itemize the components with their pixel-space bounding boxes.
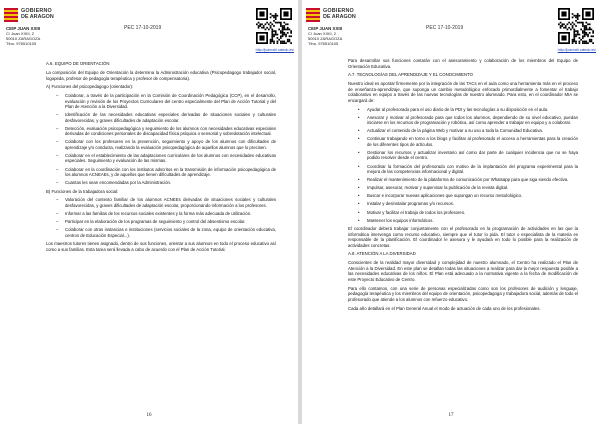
page-number: 16 [146,413,152,418]
paragraph: Conscientes de la realidad mayor diversidad y complejidad de nuestro alumnado, el Centro ha realizado el Plan de Atención a la Diversidad. En este plan se detallan todas las situaciones a realizar para dar la mejor respuesta posible a las necesidades educativas de los niños. El Plan está adecuado a la normativa vigente a la fecha de modificación de este Proyecto Educativo de Centro. [348,260,578,282]
list-item: • Actualizar el contenido de la página Web y motivar a su uso a toda la Comunidad Educativa. [367,128,578,134]
intro-paragraph: Para desarrollar sus funciones contarán con el asesoramiento y colaboración de los miembros del Equipo de Orientación Educativa. [348,58,578,69]
tac-list [348,107,578,224]
list-item: – Colaborar con otras instancias e instituciones (servicios sociales de la zona, equipo de orientación educativa, centros de Educación Especial...). [65,227,276,238]
list-item: – Identificación de las necesidades educativas especiales derivadas de situaciones sociales y culturales desfavorecidas, y graves dificultades de adaptación escolar. [65,112,276,123]
list-item: • Mantener los equipos informáticos. [367,218,578,224]
list-item: – Cuantas les sean encomendadas por la Administración. [65,180,276,186]
list-item: – Valoración del contexto familiar de los alumnos ACNEEs derivadas de situaciones sociales y culturales desfavorecidas, y graves dificultades de adaptación escolar, proporcionando información a los profesores. [65,197,276,208]
list-item: • Instalar y desinstalar programas y/o recursos. [367,201,578,207]
logo-text-line1: GOBIERNO [323,8,354,14]
list-item: • Buscar e incorporar nuevas aplicaciones que supongan un recurso metodológico. [367,193,578,199]
logo-text-line1: GOBIERNO [21,8,52,14]
school-phone: Tfno. 976510105 [6,41,37,46]
list-item: • Continuar trabajando en torno a los blogs y facilitar al profesorado el acceso a herramientas para la creación de los diferentes tipos de artículos. [367,136,578,147]
page-body [46,58,276,256]
list-item: – Colaborar en el establecimiento de las adaptaciones curriculares de los alumnos con necesidades educativas especiales. Seguimiento y evaluación de las mismas. [65,153,276,164]
list-item: • Gestionar los recursos y actualizar inventario así como dar parte de cualquier incidencia que no se haya podido resolver desde el centro. [367,150,578,161]
school-info [308,26,342,46]
school-city: 50010 ZARAGOZA [308,36,343,41]
list-item: – Informar a las familias de los recursos sociales existentes y la forma más adecuada de utilización. [65,211,276,217]
paragraph: El coordinador deberá trabajar conjuntamente con el profesorado en la programación de actividades en las que la informática intervenga como recurso educativo, siempre que el tutor lo pida. El tutor o especialista de la materia es responsable de la planificación. El coordinador le asesora y le ayudará en todo lo posible para la realización de actividades concretas. [348,226,578,248]
list-item: • Impulsar, asesorar, motivar y supervisar la publicación de la revista digital. [367,185,578,191]
section-heading: A.7. TECNOLOGÍAS DEL APRENDIZAJE Y EL CONOCIMIENTO [348,72,473,78]
list-item: – Participar en la elaboración de los programas de seguimiento y control del absentismo escolar. [65,219,276,225]
school-info [6,26,40,46]
list-item: – Colaborar en la coordinación con los institutos adscritos en la transmisión de información psicopedagógica de los alumnos ACNEAEs, y de aquellos que tienen dificultades de aprendizaje. [65,167,276,178]
paragraph: Nuestro ideal es apostar firmemente por la integración de las TACs en el aula como una herramienta más en el proceso de enseñanza-aprendizaje, que suponga un cambio metodológico enfocado primordialmente a fomentar el trabajo colaborativo en equipo a través de las nuevas tecnologías de nuestro alumnado. Para esto, en el coordinador MIA se encargará de: [348,81,578,103]
aragon-flag-icon [4,8,18,22]
logo-text-line2: DE ARAGON [21,14,54,20]
list-item: • Coordinar la formación del profesorado con motivo de la implantación del programa experimental para la mejora de las competencias informacional y digital. [367,164,578,175]
logo-text-line2: DE ARAGON [323,14,356,20]
list-item: • Motivar y facilitar el trabajo de todos los profesores. [367,210,578,216]
page-body [348,58,578,314]
gobierno-aragon-logo [4,8,68,22]
gobierno-aragon-logo [306,8,370,22]
list-item: • Realizar el mantenimiento de la plataforma de comunicación por Whatsapp para que siga siendo efectiva. [367,177,578,183]
intro-paragraph: La composición del Equipo de Orientación la determina la Administración educativa (Psicopedagogo trabajador social, logopeda, profesor de pedagogía terapéutica y profesor de compensatoria). [46,70,276,81]
page-number: 17 [448,413,454,418]
section-heading: A.8. ATENCIÓN A LA DIVERSIDAD [348,251,416,257]
school-address: C/ Juan XXIII, 2 [6,31,35,36]
qr-link[interactable]: http://juanxxiii.catedu.es/ [557,48,596,52]
page-header [0,6,298,58]
list-a [46,93,276,186]
subheading-b: B) Funciones de la trabajadora social: [46,188,119,194]
list-item: • Asesorar y motivar al profesorado para que todos los alumnos, dependiendo de su nivel educativo, puedan iniciarse en los recursos de programación y robótica, así como aprender a trabajar en equipo y a colaborar. [367,115,578,126]
school-phone: Tfno. 976510105 [308,41,339,46]
list-b [46,197,276,238]
qr-code-icon [256,8,292,44]
page-left [0,0,298,424]
list-item: – Colaborar, a través de la participación en la Comisión de Coordinación Pedagógica (CCP), en el desarrollo, evaluación y revisión de los Proyectos Curriculares del centro especialmente del Plan de Acción Tutorial y del Plan de Atención a la Diversidad. [65,93,276,110]
list-item: • Ayudar al profesorado para el uso diario de la PDI y las tecnologías a su disposición en el aula. [367,107,578,113]
qr-code-icon [558,8,594,44]
aragon-flag-icon [306,8,320,22]
school-name: CEIP JUAN XXIII [6,26,41,31]
paragraph: Para ello contamos, con una serie de personas especializadas como son los profesores de audición y lenguaje, pedagogía terapéutica y los miembros del equipo de orientación, psicopedagoga y trabajadora social, además de todo el profesorado que atiende a los alumnos con refuerzo educativo. [348,285,578,302]
school-address: C/ Juan XXIII, 2 [308,31,337,36]
qr-link[interactable]: http://juanxxiii.catedu.es/ [255,48,294,52]
list-item: – Detección, evaluación psicopedagógica y seguimiento de los alumnos con necesidades educativas especiales derivadas de condiciones personales de discapacidad física psíquica o sensorial y sobredotación intelectual. [65,126,276,137]
school-city: 50010 ZARAGOZA [6,36,41,41]
section-heading: A.6. EQUIPO DE ORIENTACIÓN [46,61,110,66]
subheading-a: A) Funciones del psicopedagogo (orientador): [46,84,134,90]
list-item: – Colaborar con los profesores en la prevención, seguimiento y apoyo de los alumnos con dificultades de aprendizaje y/o conducta, realizando la evaluación psicopedagógica de aquellos alumnos que lo precisen. [65,139,276,150]
page-header [302,6,600,58]
page-right [302,0,600,424]
pec-date: PEC 17-10-2019 [124,25,162,31]
pec-date: PEC 17-10-2019 [426,25,464,31]
closing-paragraph: Los maestros tutores tienen asignado, dentro de sus funciones, orientar a sus alumnos en todo el proceso educativo así como a sus familias. Esta tarea será llevada a cabo de acuerdo con el Plan de Acción Tutorial. [46,241,276,252]
paragraph: Cada año detallará en el Plan General Anual el modo de actuación de cada uno de los profesionales. [348,305,541,311]
school-name: CEIP JUAN XXIII [308,26,343,31]
